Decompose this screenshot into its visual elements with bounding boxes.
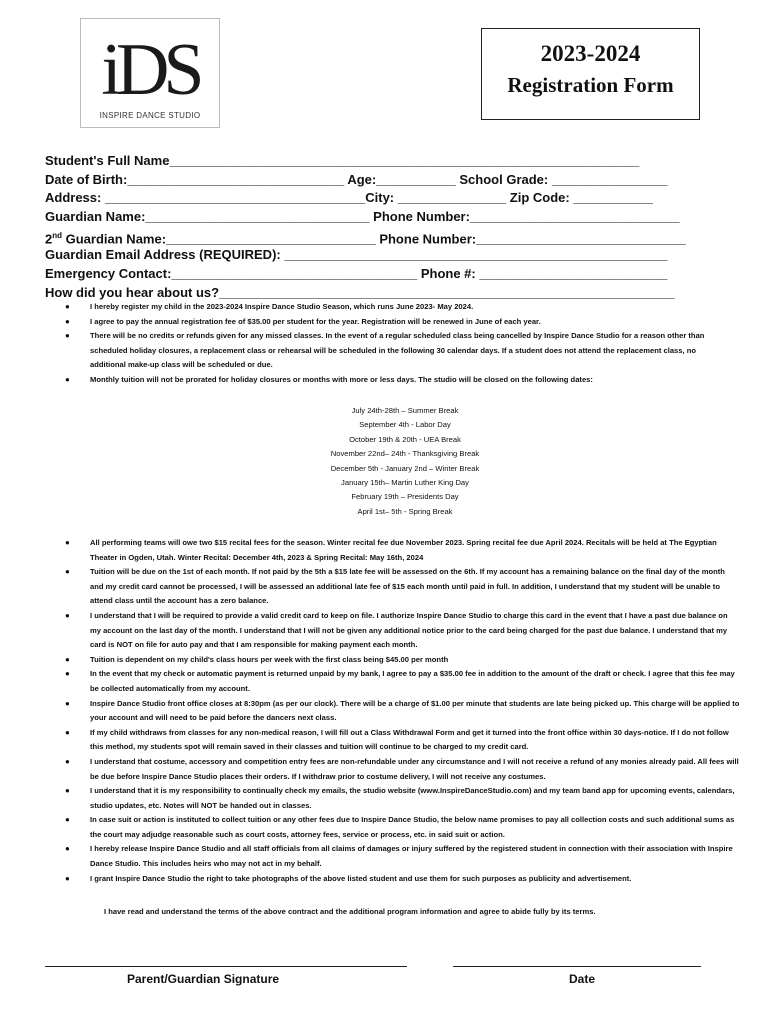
closure-date: October 19th & 20th - UEA Break bbox=[349, 434, 461, 444]
bullet-icon: ● bbox=[65, 331, 70, 341]
term-text: I hereby register my child in the 2023-2024 Inspire Dance Studio Season, which runs June 2023- May 2024. bbox=[90, 302, 474, 311]
bullet-icon: ● bbox=[65, 756, 70, 766]
guardian-email-field[interactable]: Guardian Email Address (REQUIRED): _____________________________________________________ bbox=[45, 247, 668, 262]
second-guardian-label: Guardian Name:_____________________________ Phone Number:_____________________________ bbox=[62, 231, 686, 247]
term-text: I understand that it is my responsibility to continually check my emails, the studio website (www.InspireDanceStudio.com) and my team band app for upcoming events, calendars, studio updates, etc. Notes will NOT be handed out in classes. bbox=[90, 786, 735, 810]
term-text: There will be no credits or refunds given for any missed classes. In the event of a regular scheduled class being cancelled by Inspire Dance Studio for a reason other than scheduled holiday closures, a replacement class or rehearsal will be scheduled in the following 30 calendar days. If a student does not attend the replacement class, no additional make-up class will be scheduled or due. bbox=[90, 331, 705, 370]
term-text: In case suit or action is instituted to collect tuition or any other fees due to Inspire Dance Studio, the below name promises to pay all collection costs and such additional sums as the court may adjudge reasonable such as court costs, attorney fees, service or process, etc. in said suit or action. bbox=[90, 815, 735, 839]
form-title-box bbox=[481, 28, 700, 120]
closure-date: December 5th - January 2nd – Winter Break bbox=[330, 463, 480, 473]
logo-letters: iDS bbox=[101, 29, 199, 111]
acknowledgement-text: I have read and understand the terms of the above contract and the additional program information and agree to abide fully by its terms. bbox=[104, 907, 596, 916]
date-signature-line[interactable] bbox=[453, 966, 701, 967]
bullet-icon: ● bbox=[65, 698, 70, 708]
terms-list-first bbox=[40, 300, 730, 388]
term-item bbox=[40, 697, 740, 726]
bullet-icon: ● bbox=[65, 654, 70, 664]
guardian-field[interactable]: Guardian Name:_______________________________ Phone Number:_____________________________ bbox=[45, 209, 680, 224]
term-item bbox=[40, 565, 740, 609]
ordinal-suffix: nd bbox=[52, 231, 63, 240]
term-text: All performing teams will owe two $15 recital fees for the season. Winter recital fee due November 2023. Spring recital fee due April 2024. Recitals will be held at The Egyptian Theater in Ogden, Utah. Winter Recital: December 4th, 2023 & Spring Recital: May 16th, 2024 bbox=[90, 538, 717, 562]
term-item bbox=[40, 536, 740, 565]
form-year: 2023-2024 bbox=[540, 41, 641, 66]
term-item bbox=[40, 609, 740, 653]
term-item bbox=[40, 813, 740, 842]
student-name-field[interactable]: Student's Full Name_________________________________________________________________ bbox=[45, 153, 640, 168]
term-item bbox=[40, 329, 730, 373]
term-text: Monthly tuition will not be prorated for holiday closures or months with more or less days. The studio will be closed on the following dates: bbox=[90, 374, 593, 384]
term-item bbox=[40, 667, 740, 696]
emergency-contact-field[interactable]: Emergency Contact:__________________________________ Phone #: __________________________ bbox=[45, 266, 668, 281]
term-item bbox=[40, 872, 740, 887]
term-item bbox=[40, 300, 730, 315]
bullet-icon: ● bbox=[65, 669, 70, 679]
term-text: I hereby release Inspire Dance Studio and all staff officials from all claims of damages or injury suffered by the registered student in connection with their association with Inspire Dance Studio. This includes heirs who may not act in my behalf. bbox=[90, 844, 733, 869]
term-text: If my child withdraws from classes for any non-medical reason, I will fill out a Class Withdrawal Form and get it turned into the front office within 30 days-notice. If I do not follow this method, my students spot will remain saved in their classes and tuition will continue to be charged to my credit card. bbox=[90, 727, 729, 752]
bullet-icon: ● bbox=[65, 567, 70, 577]
closure-dates bbox=[240, 404, 570, 519]
bullet-icon: ● bbox=[65, 727, 70, 737]
closure-date: September 4th - Labor Day bbox=[359, 420, 451, 430]
bullet-icon: ● bbox=[65, 873, 70, 883]
form-title: Registration Form bbox=[507, 73, 674, 97]
term-item bbox=[40, 842, 740, 871]
term-item bbox=[40, 373, 730, 388]
bullet-icon: ● bbox=[65, 302, 70, 311]
terms-list-second bbox=[40, 536, 740, 886]
closure-date: November 22nd– 24th - Thanksgiving Break bbox=[330, 449, 480, 459]
bullet-icon: ● bbox=[65, 538, 70, 547]
logo-studio-name: INSPIRE DANCE STUDIO bbox=[99, 111, 201, 120]
date-label: Date bbox=[569, 972, 596, 986]
term-text: I grant Inspire Dance Studio the right to take photographs of the above listed student and use them for such purposes as publicity and advertisement. bbox=[90, 873, 632, 883]
parent-signature-line[interactable] bbox=[45, 966, 407, 967]
term-text: I agree to pay the annual registration fee of $35.00 per student for the year. Registration will be renewed in June of each year. bbox=[90, 316, 541, 326]
term-item bbox=[40, 755, 740, 784]
term-item bbox=[40, 784, 740, 813]
parent-signature-label: Parent/Guardian Signature bbox=[127, 972, 280, 986]
term-text: Inspire Dance Studio front office closes at 8:30pm (as per our clock). There will be a charge of $1.00 per minute that students are late being picked up. This charge will be applied to your account and will need to be paid before the dancers next class. bbox=[90, 698, 740, 723]
bullet-icon: ● bbox=[65, 374, 70, 384]
term-text: In the event that my check or automatic payment is returned unpaid by my bank, I agree to pay a $35.00 fee in addition to the amount of the draft or check. I agree that this fee may be collected automatically from my account. bbox=[90, 669, 735, 693]
closure-date: January 15th– Martin Luther King Day bbox=[341, 478, 469, 488]
term-text: I understand that costume, accessory and competition entry fees are non-refundable under any circumstance and I will not receive a refund of any monies already paid. All fees will be due before Inspire Dance Studio places their orders. If I withdraw prior to costume delivery, I will not receive any costumes. bbox=[90, 756, 739, 781]
bullet-icon: ● bbox=[65, 815, 70, 825]
dob-age-grade-field[interactable]: Date of Birth:______________________________ Age:___________ School Grade: ________________ bbox=[45, 172, 668, 187]
closure-date: July 24th-28th – Summer Break bbox=[351, 406, 459, 415]
bullet-icon: ● bbox=[65, 844, 70, 854]
closure-date: February 19th – Presidents Day bbox=[351, 492, 459, 502]
term-text: Tuition is dependent on my child's class hours per week with the first class being $45.00 per month bbox=[90, 654, 449, 664]
term-item bbox=[40, 653, 740, 668]
referral-source-field[interactable]: How did you hear about us?_______________________________________________________________ bbox=[45, 285, 675, 300]
address-field[interactable]: Address: ____________________________________City: _______________ Zip Code: ___________ bbox=[45, 190, 653, 205]
ordinal-number: 2 bbox=[45, 231, 53, 247]
term-item bbox=[40, 315, 730, 330]
term-text: I understand that I will be required to provide a valid credit card to keep on file. I authorize Inspire Dance Studio to charge this card in the event that I have a past due balance on my account on the last day of the month. I understand that I will not be given any additional notice prior to the card being charged for the past due balance. I understand that my card is NOT on file for auto pay and that I am responsible for making payment each month. bbox=[90, 610, 728, 650]
bullet-icon: ● bbox=[65, 316, 70, 326]
studio-logo bbox=[80, 18, 220, 128]
term-text: Tuition will be due on the 1st of each month. If not paid by the 5th a $15 late fee will be assessed on the 6th. If my account has a remaining balance on the final day of the month and my credit card cannot be processed, I will be assessed an additional late fee of $15 each month until paid in full. In addition, I understand that my student will be unable to attend class until the account has a zero balance. bbox=[90, 567, 725, 606]
bullet-icon: ● bbox=[65, 786, 70, 796]
term-item bbox=[40, 726, 740, 755]
closure-date: April 1st– 5th - Spring Break bbox=[357, 506, 453, 516]
bullet-icon: ● bbox=[65, 610, 70, 620]
